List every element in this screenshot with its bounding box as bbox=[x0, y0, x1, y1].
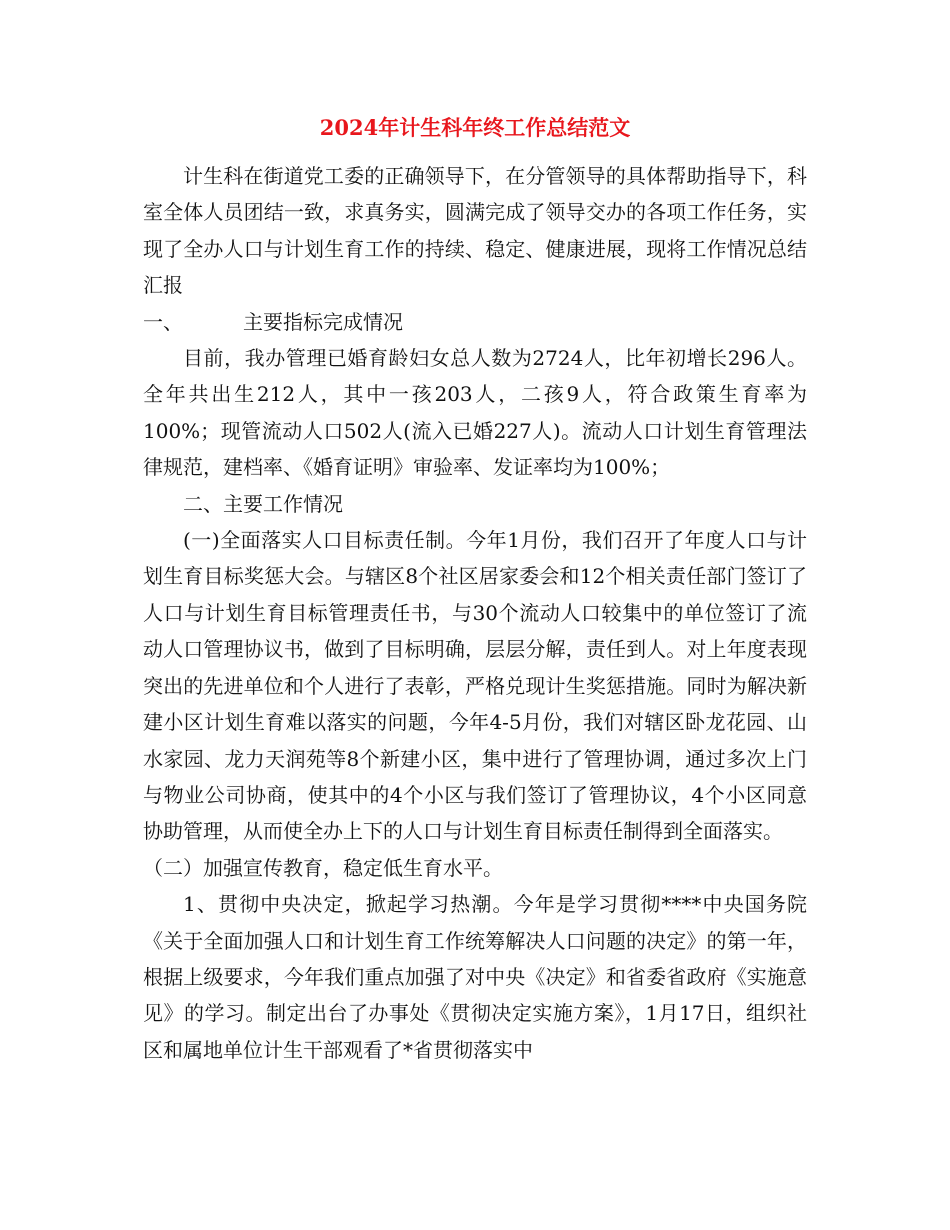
section-1-number: 一、 bbox=[143, 309, 183, 334]
central-decision-paragraph: 1、贯彻中央决定，掀起学习热潮。今年是学习贯彻****中央国务院《关于全面加强人口和计划生育工作统筹解决人口问题的决定》的第一年，根据上级要求，今年我们重点加强了对中央《决定》和省委省政府《实施意见》的学习。制定出台了办事处《贯彻决定实施方案》，1月17日，组织社区和属地单位计生干部观看了*省贯彻落实中 bbox=[143, 892, 807, 1062]
target-responsibility-paragraph: (一)全面落实人口目标责任制。今年1月份，我们召开了年度人口与计划生育目标奖惩大会。与辖区8个社区居家委会和12个相关责任部门签订了人口与计划生育目标管理责任书，与30个流动人口较集中的单位签订了流动人口管理协议书，做到了目标明确，层层分解，责任到人。对上年度表现突出的先进单位和个人进行了表彰，严格兑现计生奖惩措施。同时为解决新建小区计划生育难以落实的问题，今年4-5月份，我们对辖区卧龙花园、山水家园、龙力天润苑等8个新建小区，集中进行了管理协调，通过多次上门与物业公司协商，使其中的4个小区与我们签订了管理协议，4个小区同意协助管理，从而使全办上下的人口与计划生育目标责任制得到全面落实。 bbox=[143, 528, 807, 844]
intro-paragraph: 计生科在街道党工委的正确领导下，在分管领导的具体帮助指导下，科室全体人员团结一致，求真务实，圆满完成了领导交办的各项工作任务，实现了全办人口与计划生育工作的持续、稳定、健康进展，现将工作情况总结汇报 bbox=[143, 164, 807, 298]
section-heading-1 bbox=[143, 304, 807, 340]
section-1-title: 主要指标完成情况 bbox=[243, 309, 403, 334]
document-body bbox=[143, 158, 807, 1068]
indicators-paragraph: 目前，我办管理已婚育龄妇女总人数为2724人，比年初增长296人。全年共出生212人，其中一孩203人，二孩9人，符合政策生育率为100%；现管流动人口502人(流入已婚227人)。流动人口计划生育管理法律规范，建档率、《婚育证明》审验率、发证率均为100%； bbox=[143, 346, 807, 480]
subsection-heading-2: （二）加强宣传教育，稳定低生育水平。 bbox=[143, 855, 503, 880]
document-title: 2024年计生科年终工作总结范文 bbox=[319, 115, 631, 140]
section-heading-2: 二、主要工作情况 bbox=[183, 491, 343, 516]
